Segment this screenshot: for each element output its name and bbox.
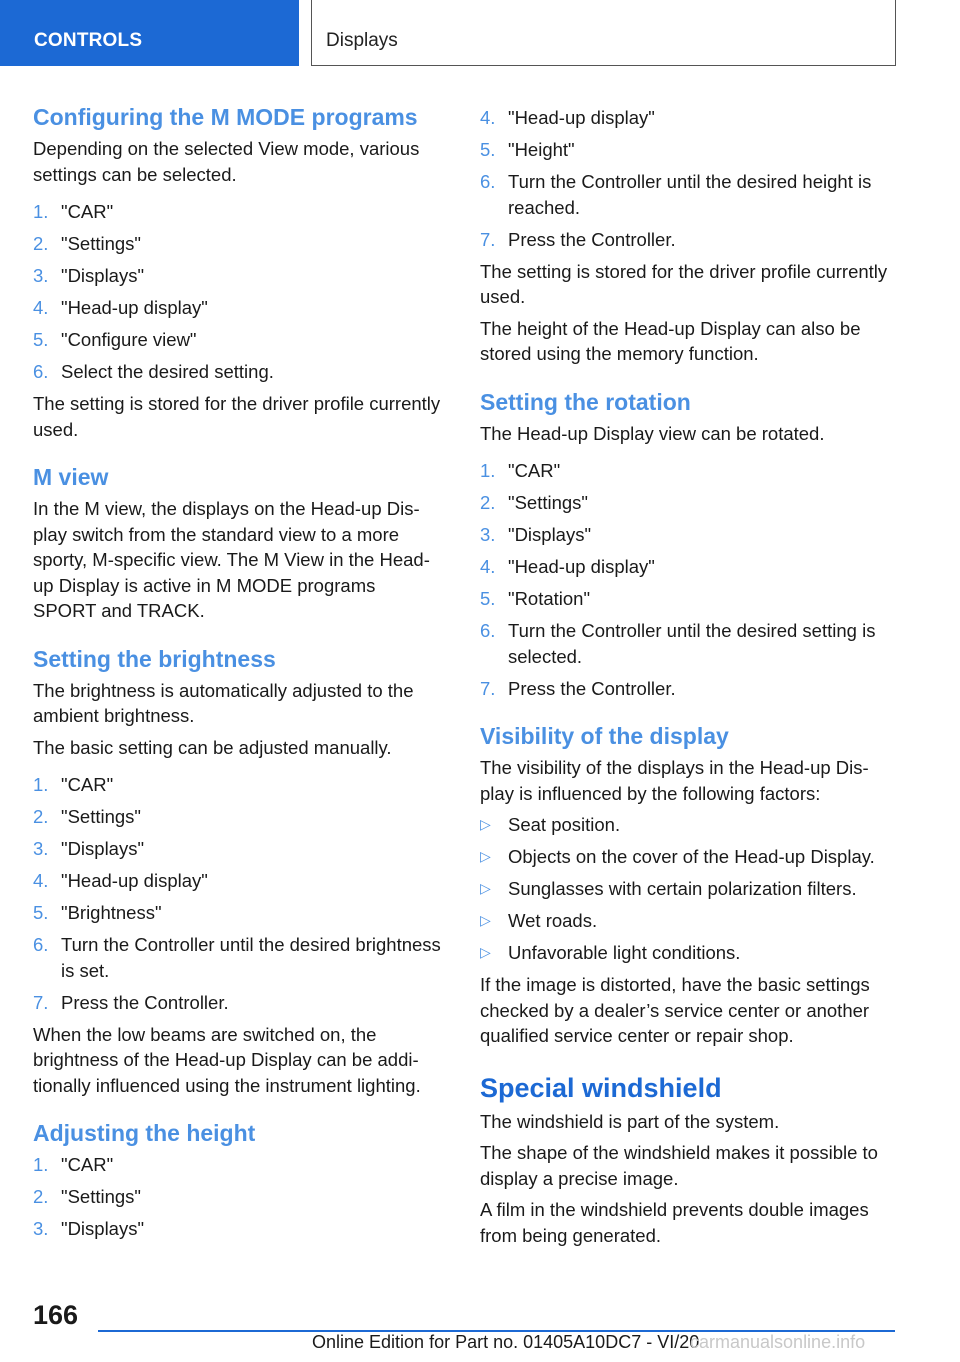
step-item [480,227,890,253]
step-text: "Head-up display" [61,297,208,318]
step-text: "Settings" [61,233,141,254]
step-text: "CAR" [61,1154,114,1175]
step-number: 4. [480,107,496,128]
step-item [480,618,890,669]
step-text: Turn the Controller until the desired brightness is set. [61,934,441,981]
step-item [33,231,443,257]
step-number: 6. [33,361,49,382]
bullet-item [480,812,890,838]
step-item [480,554,890,580]
watermark: carmanualsonline.info [690,1332,866,1352]
step-text: "Height" [508,139,575,160]
step-text: "Displays" [61,265,145,286]
step-text: "Head-up display" [508,556,655,577]
chapter-tab [311,0,896,66]
step-text: "Settings" [508,492,588,513]
step-number: 3. [33,265,49,286]
step-text: "CAR" [61,774,114,795]
step-number: 2. [33,233,49,254]
step-number: 6. [33,934,49,955]
right-column [480,100,890,1254]
step-number: 7. [480,677,496,699]
bullet-item [480,844,890,870]
step-item [480,137,890,163]
paragraph: The setting is stored for the driver profile currently used. [480,260,888,307]
step-item [33,900,443,926]
heading-mmode: Configuring the M MODE programs [33,104,418,130]
step-number: 7. [33,991,49,1013]
step-text: "Settings" [61,806,141,827]
step-item [33,932,443,983]
left-column [33,100,443,1248]
paragraph: Depending on the selected View mode, various settings can be selected. [33,138,420,185]
paragraph: The windshield is part of the system. [480,1110,780,1132]
step-item [480,490,890,516]
step-number: 6. [480,171,496,192]
step-text: "Brightness" [61,902,162,923]
step-number: 3. [480,524,496,545]
triangle-bullet-icon: ▷ [480,880,491,896]
paragraph: The brightness is automatically adjusted to the ambient brightness. [33,679,414,726]
paragraph: When the low beams are switched on, the brightness of the Head-up Display can be additionally influenced using the instrument lighting. [33,1023,421,1096]
steps-list [33,1152,443,1242]
step-number: 1. [33,1154,49,1175]
step-text: "Head-up display" [61,870,208,891]
bullet-list [480,812,890,966]
heading-windshield: Special windshield [480,1072,722,1103]
chapter-label: Displays [326,30,398,51]
section-tab [0,0,299,66]
step-text: Press the Controller. [508,677,676,699]
page-header [0,0,960,66]
triangle-bullet-icon: ▷ [480,848,491,864]
step-text: Turn the Controller until the desired setting is selected. [508,620,876,667]
step-number: 5. [33,329,49,350]
step-number: 4. [33,297,49,318]
step-number: 2. [480,492,496,513]
paragraph: The shape of the windshield makes it possible to display a precise image. [480,1142,878,1189]
steps-list [33,199,443,385]
step-item [33,772,443,798]
step-number: 5. [33,902,49,923]
step-number: 2. [33,806,49,827]
step-text: Press the Controller. [508,228,676,250]
step-item [33,263,443,289]
step-text: "Displays" [508,524,592,545]
step-item [480,522,890,548]
edition-note: Online Edition for Part no. 01405A10DC7 - VI/20 [312,1332,700,1352]
step-number: 3. [33,1218,49,1239]
heading-mview: M view [33,464,109,490]
step-text: "CAR" [508,460,561,481]
step-item [33,295,443,321]
paragraph: The Head-up Display view can be rotated. [480,422,825,444]
paragraph: The height of the Head-up Display can also be stored using the memory function. [480,317,861,364]
paragraph: The setting is stored for the driver profile currently used. [33,393,441,440]
step-text: "Head-up display" [508,107,655,128]
paragraph: In the M view, the displays on the Head-up Display switch from the standard view to a more sporty, M-specific view. The M View in the Head-up Display is active in M MODE programs SPORT and TRACK. [33,498,430,621]
step-item [480,169,890,220]
heading-height: Adjusting the height [33,1120,256,1146]
step-item [33,804,443,830]
step-number: 5. [480,139,496,160]
step-item [33,1216,443,1242]
step-item [33,359,443,385]
step-item [33,868,443,894]
heading-brightness: Setting the brightness [33,645,276,672]
step-item [33,990,443,1016]
steps-list [480,105,890,252]
bullet-text: Sunglasses with certain polarization filters. [508,878,857,899]
bullet-text: Objects on the cover of the Head-up Display. [508,846,875,867]
step-text: "Configure view" [61,329,197,350]
triangle-bullet-icon: ▷ [480,912,491,928]
triangle-bullet-icon: ▷ [480,816,491,832]
bullet-item [480,908,890,934]
bullet-text: Wet roads. [508,910,598,931]
step-number: 1. [480,460,496,481]
paragraph: The basic setting can be adjusted manually. [33,736,392,758]
step-text: "CAR" [61,201,114,222]
step-number: 3. [33,838,49,859]
step-item [33,1152,443,1178]
step-item [33,199,443,225]
steps-list [480,458,890,701]
bullet-item [480,940,890,966]
step-item [33,1184,443,1210]
step-text: "Displays" [61,838,145,859]
step-item [33,836,443,862]
step-number: 5. [480,588,496,609]
step-number: 6. [480,620,496,641]
bullet-text: Unfavorable light conditions. [508,942,741,963]
page-number: 166 [33,1300,79,1330]
step-text: "Rotation" [508,588,591,609]
triangle-bullet-icon: ▷ [480,944,491,960]
paragraph: The visibility of the displays in the Head-up Display is influenced by the following factors: [480,757,869,804]
heading-rotation: Setting the rotation [480,388,691,415]
heading-visibility: Visibility of the display [480,723,729,749]
section-label: CONTROLS [34,30,143,51]
step-text: Turn the Controller until the desired height is reached. [508,171,872,218]
page-footer [0,1290,960,1362]
step-number: 1. [33,774,49,795]
bullet-item [480,876,890,902]
step-number: 4. [480,556,496,577]
step-number: 2. [33,1186,49,1207]
step-item [480,105,890,131]
step-text: "Displays" [61,1218,145,1239]
step-item [480,676,890,702]
paragraph: A film in the windshield prevents double images from being generated. [480,1199,869,1246]
step-number: 7. [480,228,496,250]
step-item [480,586,890,612]
step-item [480,458,890,484]
steps-list [33,772,443,1015]
step-text: Select the desired setting. [61,361,274,382]
paragraph: If the image is distorted, have the basic settings checked by a dealer’s service center or another qualified service center or repair shop. [480,974,870,1046]
step-text: Press the Controller. [61,991,229,1013]
step-number: 4. [33,870,49,891]
step-text: "Settings" [61,1186,141,1207]
step-item [33,327,443,353]
step-number: 1. [33,201,49,222]
bullet-text: Seat position. [508,814,621,835]
